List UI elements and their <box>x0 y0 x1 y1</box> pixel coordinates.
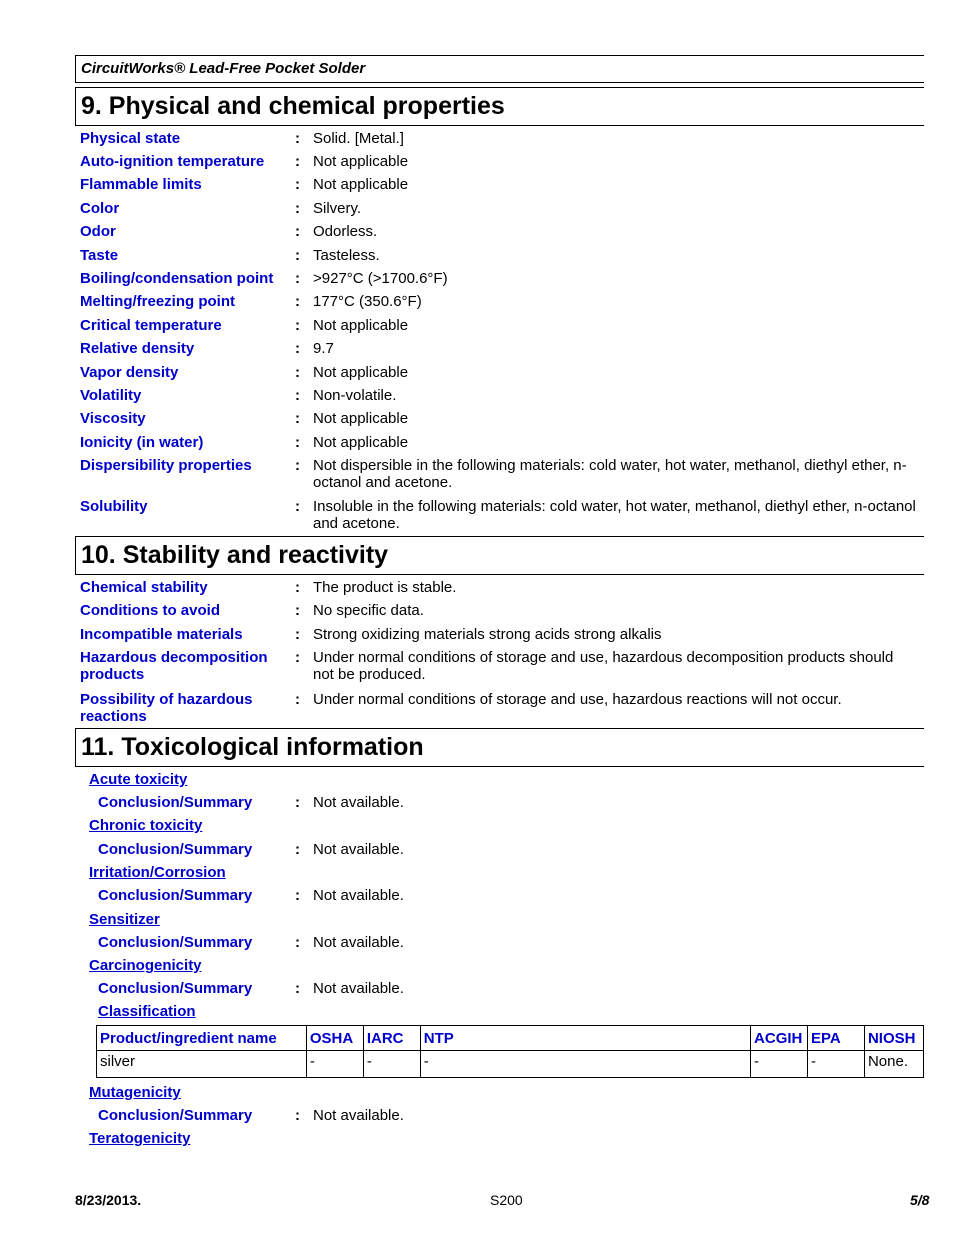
prop-colon: : <box>295 340 300 357</box>
prop-row-melting-point <box>75 293 924 317</box>
prop-value: Under normal conditions of storage and use, hazardous decomposition products should not be produced. <box>313 649 894 683</box>
prop-value: 9.7 <box>313 340 334 357</box>
prop-label: Conditions to avoid <box>80 602 220 619</box>
carcinogenicity-heading: Carcinogenicity <box>89 957 202 974</box>
acute-toxicity-conclusion <box>75 794 924 817</box>
prop-row-physical-state <box>75 130 924 153</box>
column-header-acgih: ACGIH <box>751 1026 808 1051</box>
prop-label: Ionicity (in water) <box>80 434 204 451</box>
prop-label: Vapor density <box>80 364 179 381</box>
prop-label: Dispersibility properties <box>80 457 252 474</box>
teratogenicity-heading: Teratogenicity <box>89 1130 191 1147</box>
page-footer <box>75 1192 930 1210</box>
prop-colon: : <box>295 841 300 858</box>
prop-value: Not available. <box>313 887 404 904</box>
prop-label: Volatility <box>80 387 142 404</box>
prop-row-relative-density <box>75 340 924 364</box>
prop-value: Not applicable <box>313 176 409 193</box>
mutagenicity-conclusion <box>75 1107 924 1130</box>
prop-value: Not available. <box>313 794 404 811</box>
prop-label: Flammable limits <box>80 176 202 193</box>
prop-row-incompatible-materials <box>75 626 924 649</box>
prop-value: Non-volatile. <box>313 387 397 404</box>
prop-label: Possibility of hazardous reactions <box>80 691 253 725</box>
acute-toxicity-heading: Acute toxicity <box>89 771 188 788</box>
prop-row-color <box>75 200 924 223</box>
prop-label: Incompatible materials <box>80 626 243 643</box>
prop-value: Silvery. <box>313 200 362 217</box>
prop-value: Strong oxidizing materials strong acids strong alkalis <box>313 626 662 643</box>
footer-page-number: 5/8 <box>910 1192 930 1208</box>
prop-colon: : <box>295 176 300 193</box>
prop-colon: : <box>295 457 300 474</box>
mutagenicity-heading: Mutagenicity <box>89 1084 181 1101</box>
prop-label: Conclusion/Summary <box>98 887 253 904</box>
sensitizer-conclusion <box>75 934 924 957</box>
prop-value: Odorless. <box>313 223 378 240</box>
prop-value: The product is stable. <box>313 579 457 596</box>
prop-label: Relative density <box>80 340 195 357</box>
prop-colon: : <box>295 153 300 170</box>
carcinogenicity-conclusion <box>75 980 924 1003</box>
chronic-toxicity-heading: Chronic toxicity <box>89 817 203 834</box>
prop-colon: : <box>295 649 300 666</box>
prop-colon: : <box>295 364 300 381</box>
prop-label: Conclusion/Summary <box>98 980 253 997</box>
prop-label: Physical state <box>80 130 181 147</box>
prop-row-viscosity <box>75 410 924 434</box>
prop-row-solubility <box>75 498 924 536</box>
table-cell: None. <box>864 1051 923 1078</box>
prop-row-conditions-to-avoid <box>75 602 924 626</box>
prop-label: Taste <box>80 247 119 264</box>
prop-row-boiling-point <box>75 270 924 293</box>
section-9-title: 9. Physical and chemical properties <box>75 87 924 126</box>
prop-colon: : <box>295 887 300 904</box>
carcinogenicity-classification-table <box>96 1025 924 1078</box>
prop-value: Insoluble in the following materials: cold water, hot water, methanol, diethyl ether, n-octanol and acetone. <box>313 498 916 532</box>
column-header-ntp: NTP <box>420 1026 750 1051</box>
prop-label: Boiling/condensation point <box>80 270 274 287</box>
section-9-properties <box>75 130 924 536</box>
prop-value: Not applicable <box>313 153 409 170</box>
document-page <box>75 55 924 1153</box>
chronic-toxicity-conclusion <box>75 841 924 864</box>
prop-label: Auto-ignition temperature <box>80 153 265 170</box>
prop-colon: : <box>295 434 300 451</box>
prop-colon: : <box>295 1107 300 1124</box>
prop-colon: : <box>295 602 300 619</box>
prop-colon: : <box>295 626 300 643</box>
table-cell: - <box>808 1051 865 1078</box>
prop-colon: : <box>295 410 300 427</box>
prop-colon: : <box>295 579 300 596</box>
sensitizer-heading: Sensitizer <box>89 911 160 928</box>
prop-colon: : <box>295 200 300 217</box>
prop-label: Odor <box>80 223 116 240</box>
prop-label: Viscosity <box>80 410 146 427</box>
table-cell: - <box>420 1051 750 1078</box>
prop-row-vapor-density <box>75 364 924 387</box>
prop-colon: : <box>295 794 300 811</box>
prop-label: Conclusion/Summary <box>98 794 253 811</box>
prop-value: No specific data. <box>313 602 424 619</box>
table-header-row <box>97 1026 924 1051</box>
prop-colon: : <box>295 293 300 310</box>
prop-value: 177°C (350.6°F) <box>313 293 422 310</box>
prop-row-auto-ignition <box>75 153 924 176</box>
table-cell: - <box>751 1051 808 1078</box>
prop-row-odor <box>75 223 924 247</box>
prop-colon: : <box>295 270 300 287</box>
prop-colon: : <box>295 223 300 240</box>
prop-value: Solid. [Metal.] <box>313 130 404 147</box>
column-header-niosh: NIOSH <box>864 1026 923 1051</box>
prop-value: Not available. <box>313 934 404 951</box>
prop-value: Not applicable <box>313 434 409 451</box>
prop-colon: : <box>295 317 300 334</box>
prop-row-ionicity <box>75 434 924 457</box>
column-header-product: Product/ingredient name <box>97 1026 307 1051</box>
prop-colon: : <box>295 934 300 951</box>
table-cell: silver <box>97 1051 307 1078</box>
prop-value: Not dispersible in the following materials: cold water, hot water, methanol, diethyl ether, n-octanol and acetone. <box>313 457 907 491</box>
prop-value: >927°C (>1700.6°F) <box>313 270 448 287</box>
irritation-conclusion <box>75 887 924 911</box>
prop-row-volatility <box>75 387 924 410</box>
prop-label: Hazardous decomposition products <box>80 649 268 683</box>
column-header-osha: OSHA <box>306 1026 363 1051</box>
prop-value: Not available. <box>313 841 404 858</box>
prop-label: Chemical stability <box>80 579 208 596</box>
prop-row-chemical-stability <box>75 579 924 602</box>
irritation-heading: Irritation/Corrosion <box>89 864 226 881</box>
product-name-header: CircuitWorks® Lead-Free Pocket Solder <box>75 55 924 83</box>
prop-row-critical-temperature <box>75 317 924 340</box>
section-10-title: 10. Stability and reactivity <box>75 536 924 575</box>
classification-heading: Classification <box>98 1003 196 1020</box>
prop-row-hazardous-reactions <box>75 691 924 728</box>
prop-row-dispersibility <box>75 457 924 498</box>
prop-label: Conclusion/Summary <box>98 934 253 951</box>
prop-label: Melting/freezing point <box>80 293 235 310</box>
column-header-iarc: IARC <box>363 1026 420 1051</box>
prop-value: Under normal conditions of storage and use, hazardous reactions will not occur. <box>313 691 842 708</box>
footer-date: 8/23/2013. <box>75 1192 142 1208</box>
prop-row-flammable-limits <box>75 176 924 200</box>
prop-value: Not available. <box>313 1107 404 1124</box>
section-11-title: 11. Toxicological information <box>75 728 924 767</box>
prop-value: Not applicable <box>313 410 409 427</box>
table-cell: - <box>306 1051 363 1078</box>
prop-value: Not applicable <box>313 317 409 334</box>
prop-colon: : <box>295 387 300 404</box>
prop-label: Conclusion/Summary <box>98 1107 253 1124</box>
prop-row-taste <box>75 247 924 270</box>
prop-label: Conclusion/Summary <box>98 841 253 858</box>
section-11-content <box>75 771 924 1153</box>
prop-colon: : <box>295 691 300 708</box>
prop-label: Critical temperature <box>80 317 222 334</box>
prop-label: Color <box>80 200 120 217</box>
prop-value: Not applicable <box>313 364 409 381</box>
table-cell: - <box>363 1051 420 1078</box>
footer-document-code: S200 <box>490 1192 523 1208</box>
prop-colon: : <box>295 247 300 264</box>
prop-value: Tasteless. <box>313 247 380 264</box>
prop-colon: : <box>295 498 300 515</box>
prop-row-hazardous-decomposition <box>75 649 924 691</box>
prop-colon: : <box>295 130 300 147</box>
prop-colon: : <box>295 980 300 997</box>
prop-value: Not available. <box>313 980 404 997</box>
prop-label: Solubility <box>80 498 148 515</box>
table-row <box>97 1051 924 1078</box>
column-header-epa: EPA <box>808 1026 865 1051</box>
section-10-properties <box>75 579 924 728</box>
